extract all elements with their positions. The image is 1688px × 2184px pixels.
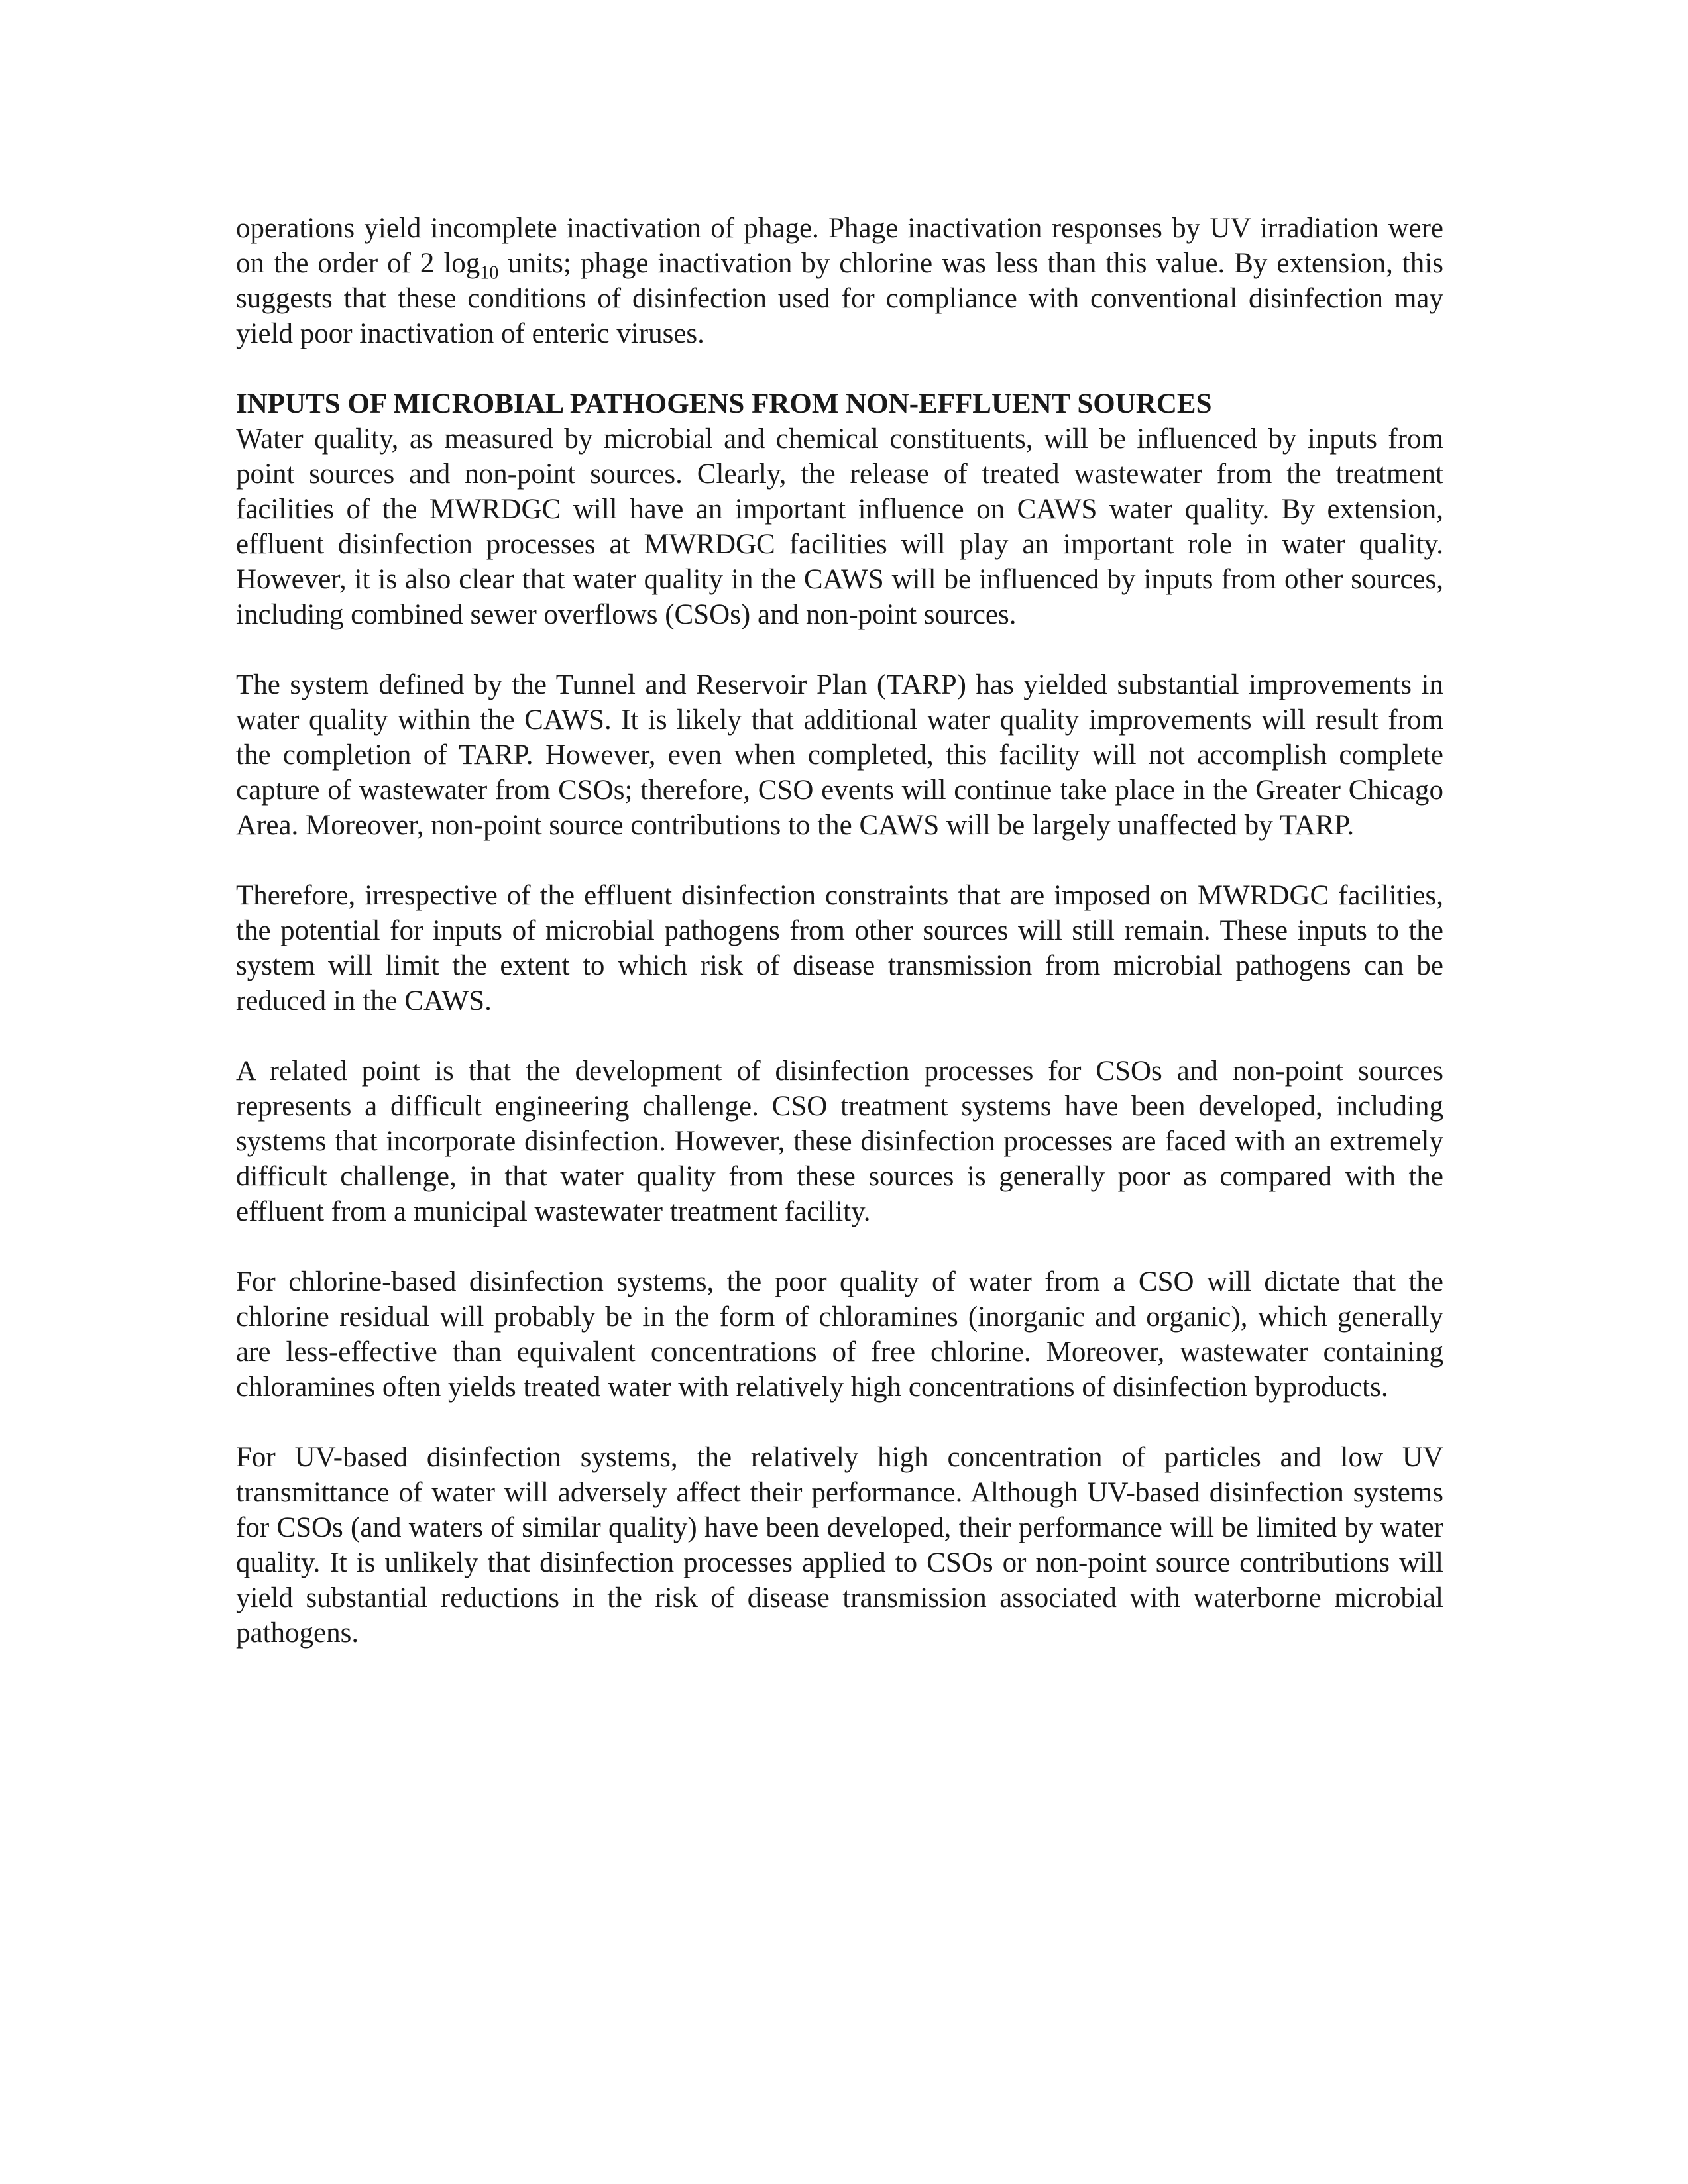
- paragraph-chlorine-systems: For chlorine-based disinfection systems, the poor quality of water from a CSO will dictate that the chlorine residual will probably be in the form of chloramines (inorganic and organic), which generally are less-effective than equivalent concentrations of free chlorine. Moreover, wastewater containing chloramines often yields treated water with relatively high concentrations of disinfection byproducts.: [236, 1266, 1443, 1403]
- subscript-text: 10: [480, 262, 499, 284]
- document-page: [236, 211, 1443, 1651]
- paragraph-effluent-constraints: Therefore, irrespective of the effluent disinfection constraints that are imposed on MWRDGC facilities, the potential for inputs of microbial pathogens from other sources will still remain. These inputs to the system will limit the extent to which risk of disease transmission from microbial pathogens can be reduced in the CAWS.: [236, 880, 1443, 1016]
- paragraph-water-quality: Water quality, as measured by microbial and chemical constituents, will be influenced by inputs from point sources and non-point sources. Clearly, the release of treated wastewater from the treatment facilities of the MWRDGC will have an important influence on CAWS water quality. By extension, effluent disinfection processes at MWRDGC facilities will play an important role in water quality. However, it is also clear that water quality in the CAWS will be influenced by inputs from other sources, including combined sewer overflows (CSOs) and non-point sources.: [236, 423, 1443, 630]
- paragraph-uv-systems: For UV-based disinfection systems, the relatively high concentration of particles and low UV transmittance of water will adversely affect their performance. Although UV-based disinfection systems for CSOs (and waters of similar quality) have been developed, their performance will be limited by water quality. It is unlikely that disinfection processes applied to CSOs or non-point source contributions will yield substantial reductions in the risk of disease transmission associated with waterborne microbial pathogens.: [236, 1442, 1443, 1649]
- paragraph-text: operations yield incomplete inactivation of phage. Phage inactivation responses by UV irradiation were on the order of 2 log: [236, 213, 1443, 279]
- paragraph-tarp: The system defined by the Tunnel and Reservoir Plan (TARP) has yielded substantial improvements in water quality within the CAWS. It is likely that additional water quality improvements will result from the completion of TARP. However, even when completed, this facility will not accomplish complete capture of wastewater from CSOs; therefore, CSO events will continue take place in the Greater Chicago Area. Moreover, non-point source contributions to the CAWS will be largely unaffected by TARP.: [236, 669, 1443, 841]
- paragraph-engineering-challenge: A related point is that the development of disinfection processes for CSOs and non-point sources represents a difficult engineering challenge. CSO treatment systems have been developed, including systems that incorporate disinfection. However, these disinfection processes are faced with an extremely difficult challenge, in that water quality from these sources is generally poor as compared with the effluent from a municipal wastewater treatment facility.: [236, 1056, 1443, 1227]
- section-heading: INPUTS OF MICROBIAL PATHOGENS FROM NON-EFFLUENT SOURCES: [236, 388, 1212, 419]
- paragraph-phage-inactivation: [236, 211, 1443, 351]
- paragraph-text: units; phage inactivation by chlorine was less than this value. By extension, this suggests that these conditions of disinfection used for compliance with conventional disinfection may yield poor inactivation of enteric viruses.: [236, 248, 1443, 349]
